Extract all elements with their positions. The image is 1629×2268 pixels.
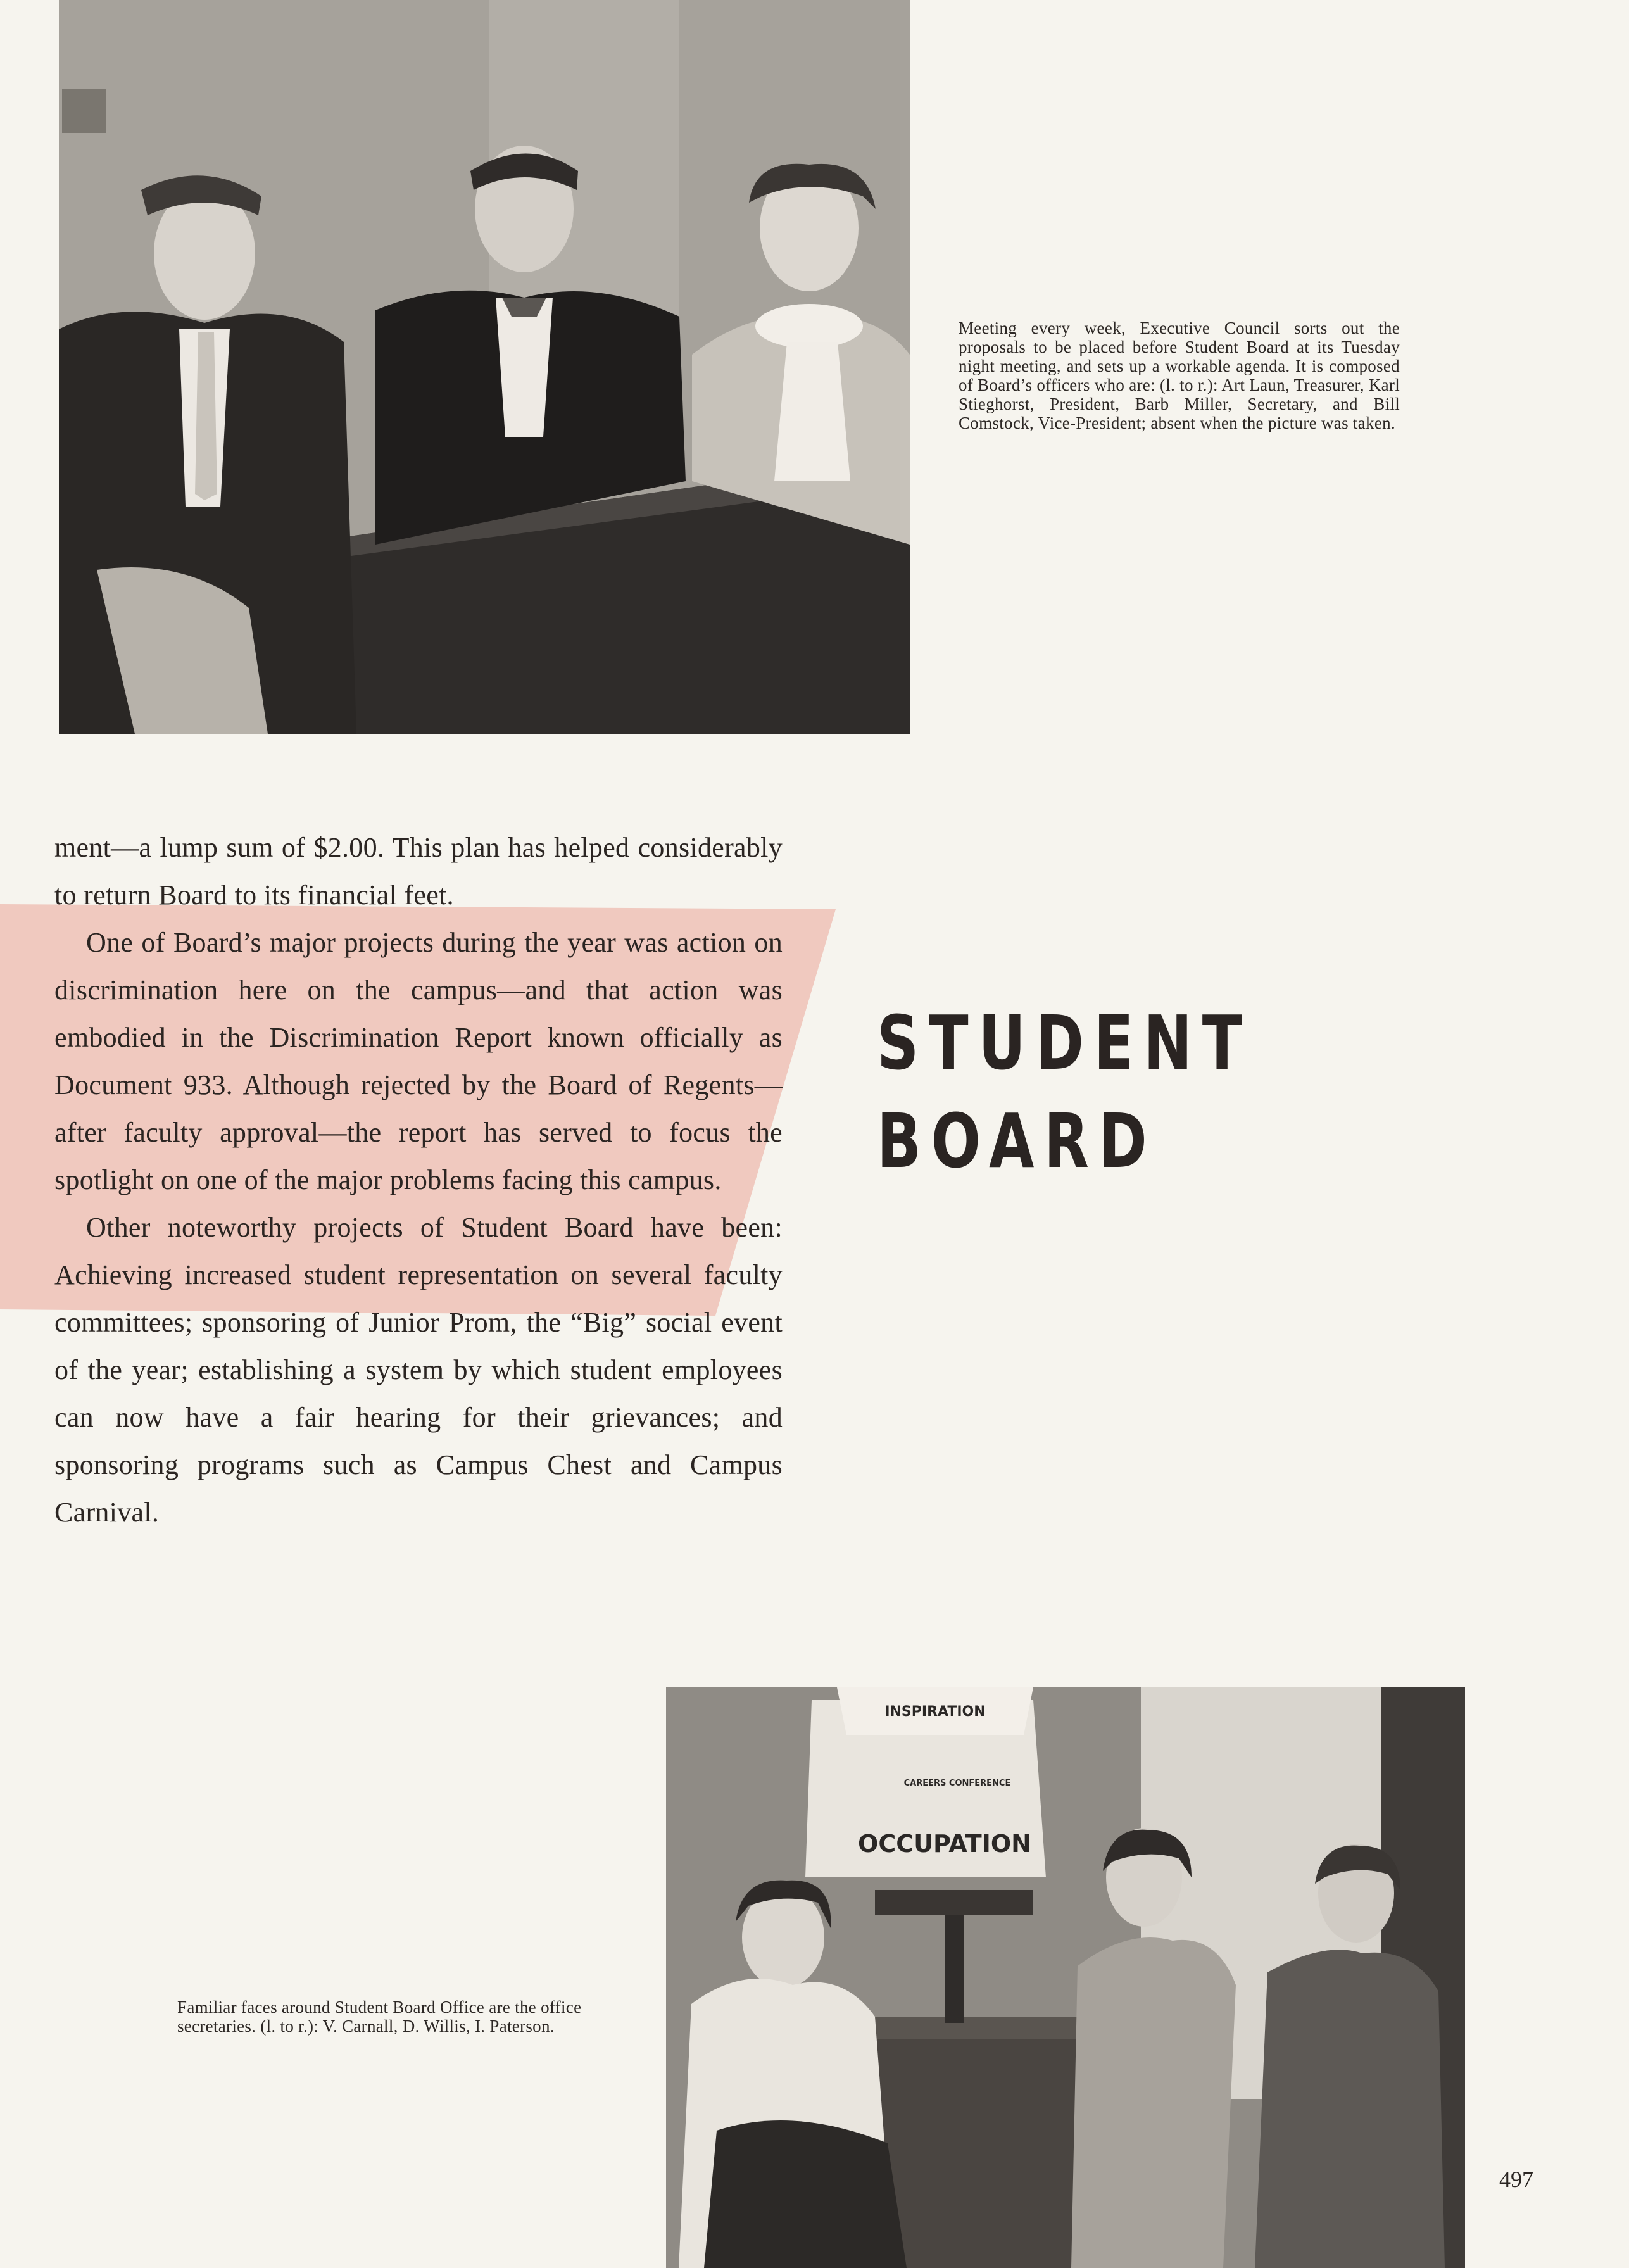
section-title-line-2: BOARD (877, 1097, 1157, 1185)
poster-text-bottom: OCCUPATION (858, 1830, 1031, 1858)
executive-council-photo-art (59, 0, 910, 734)
section-title (877, 994, 1252, 1190)
article-paragraph-2: One of Board’s major projects during the year was action on discrimination here on the campus—and that action was embodied in the Discrimination Report known officially as Document 933. Although rejected by the Board of Regents—after faculty approval—the report has served to focus the spotlight on one of the major problems facing this campus. (54, 927, 783, 1195)
article-body (54, 824, 783, 1536)
executive-council-photo (59, 0, 910, 734)
office-secretaries-photo (666, 1687, 1465, 2268)
office-secretaries-photo-art (666, 1687, 1465, 2268)
top-photo-caption: Meeting every week, Executive Council sorts out the proposals to be placed before Student Board at its Tuesday night meeting, and sets up a workable agenda. It is composed of Board’s officers who are: (l. to r.): Art Laun, Treasurer, Karl Stieghorst, President, Barb Miller, Secretary, and Bill Comstock, Vice-President; absent when the picture was taken. (959, 318, 1400, 432)
poster-text-top: INSPIRATION (884, 1704, 986, 1720)
article-paragraph-3: Other noteworthy projects of Student Board have been: Achieving increased student representation on several faculty committees; sponsoring of Junior Prom, the “Big” social event of the year; establishing a system by which student employees can now have a fair hearing for their grievances; and sponsoring programs such as Campus Chest and Campus Carnival. (54, 1212, 783, 1528)
poster-text-mid: CAREERS CONFERENCE (903, 1779, 1011, 1788)
bottom-photo-caption: Familiar faces around Student Board Office are the office secretaries. (l. to r.): V. Carnall, D. Willis, I. Paterson. (177, 1998, 582, 2036)
article-paragraph-1: ment—a lump sum of $2.00. This plan has helped considerably to return Board to its financial feet. (54, 832, 783, 910)
section-title-line-1: STUDENT (877, 999, 1252, 1087)
page-number: 497 (1499, 2167, 1533, 2192)
